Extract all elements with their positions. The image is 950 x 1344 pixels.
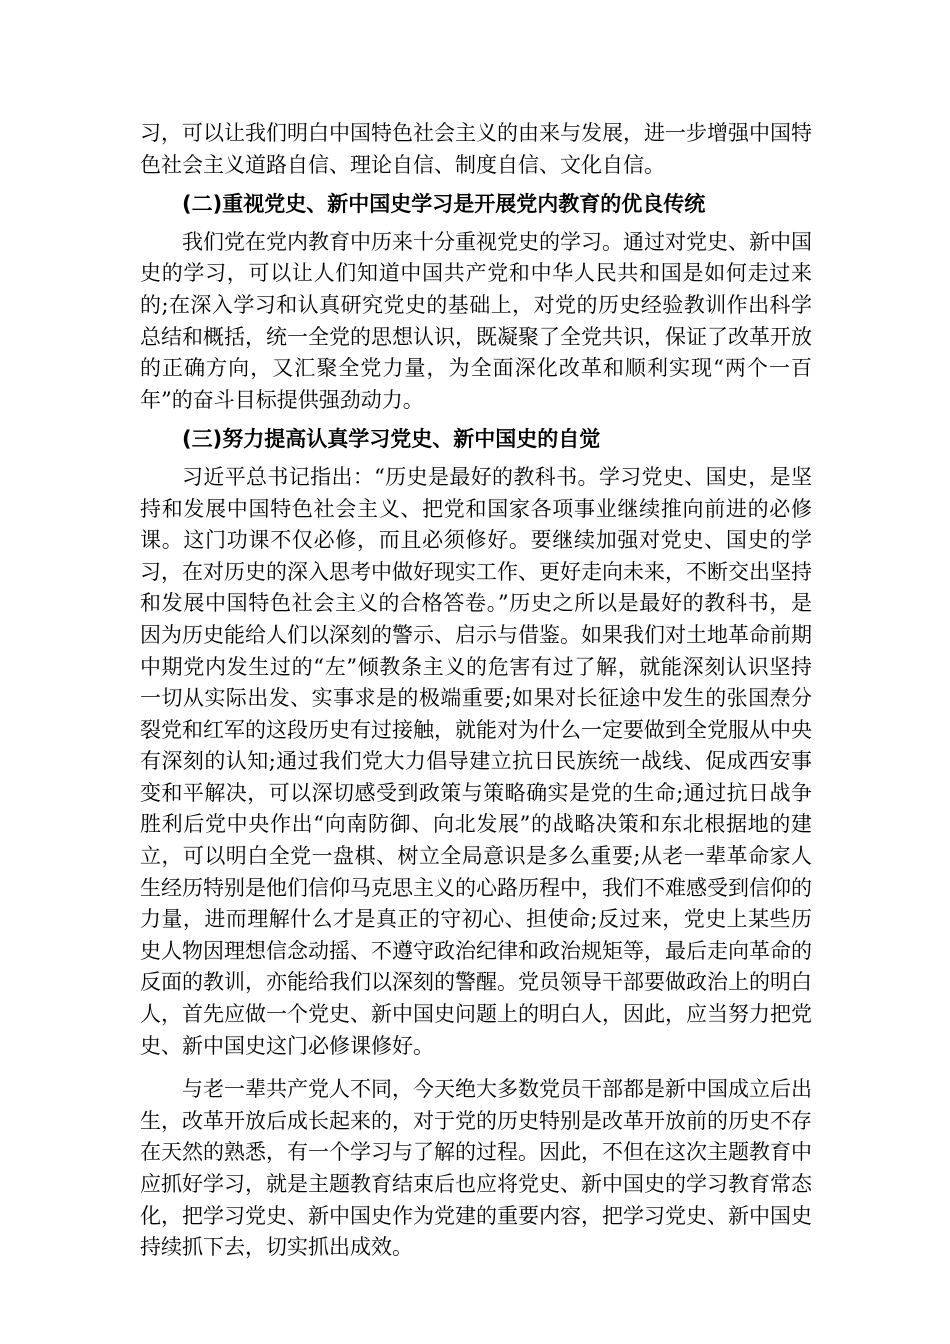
document-page <box>140 118 812 1264</box>
paragraph-history-textbook: 习近平总书记指出：“历史是最好的教科书。学习党史、国史，是坚持和发展中国特色社会主义、把党和国家各项事业继续推向前进的必修课。这门功课不仅必修，而且必须修好。要继续加强对党史、国史的学习，在对历史的深入思考中做好现实工作、更好走向未来，不断交出坚持和发展中国特色社会主义的合格答卷。”历史之所以是最好的教科书，是因为历史能给人们以深刻的警示、启示与借鉴。如果我们对土地革命前期中期党内发生过的“左”倾教条主义的危害有过了解，就能深刻认识坚持一切从实际出发、实事求是的极端重要;如果对长征途中发生的张国焘分裂党和红军的这段历史有过接触，就能对为什么一定要做到全党服从中央有深刻的认知;通过我们党大力倡导建立抗日民族统一战线、促成西安事变和平解决，可以深切感受到政策与策略确实是党的生命;通过抗日战争胜利后党中央作出“向南防御、向北发展”的战略决策和东北根据地的建立，可以明白全党一盘棋、树立全局意识是多么重要;从老一辈革命家人生经历特别是他们信仰马克思主义的心路历程中，我们不难感受到信仰的力量，进而理解什么才是真正的守初心、担使命;反过来，党史上某些历史人物因理想信念动摇、不遵守政治纪律和政治规矩等，最后走向革命的反面的教训，亦能给我们以深刻的警醒。党员领导干部要做政治上的明白人，首先应做一个党史、新中国史问题上的明白人，因此，应当努力把党史、新中国史这门必修课修好。 <box>140 464 812 1058</box>
paragraph-new-generation: 与老一辈共产党人不同，今天绝大多数党员干部都是新中国成立后出生，改革开放后成长起来的，对于党的历史特别是改革开放前的历史不存在天然的熟悉，有一个学习与了解的过程。因此，不但在这次主题教育中应抓好学习，就是主题教育结束后也应将党史、新中国史的学习教育常态化，把学习党史、新中国史作为党建的重要内容，把学习党史、新中国史持续抓下去，切实抓出成效。 <box>140 1077 812 1260</box>
section-heading-2: (二)重视党史、新中国史学习是开展党内教育的优良传统 <box>182 192 706 217</box>
paragraph-continuation: 习，可以让我们明白中国特色社会主义的由来与发展，进一步增强中国特色社会主义道路自信、理论自信、制度自信、文化自信。 <box>140 121 812 177</box>
paragraph-gap <box>140 1062 812 1074</box>
paragraph-party-education: 我们党在党内教育中历来十分重视党史的学习。通过对党史、新中国史的学习，可以让人们知道中国共产党和中华人民共和国是如何走过来的;在深入学习和认真研究党史的基础上，对党的历史经验教训作出科学总结和概括，统一全党的思想认识，既凝聚了全党共识，保证了改革开放的正确方向，又汇聚全党力量，为全面深化改革和顺利实现“两个一百年”的奋斗目标提供强劲动力。 <box>140 229 812 412</box>
section-heading-3: (三)努力提高认真学习党史、新中国史的自觉 <box>182 427 601 452</box>
